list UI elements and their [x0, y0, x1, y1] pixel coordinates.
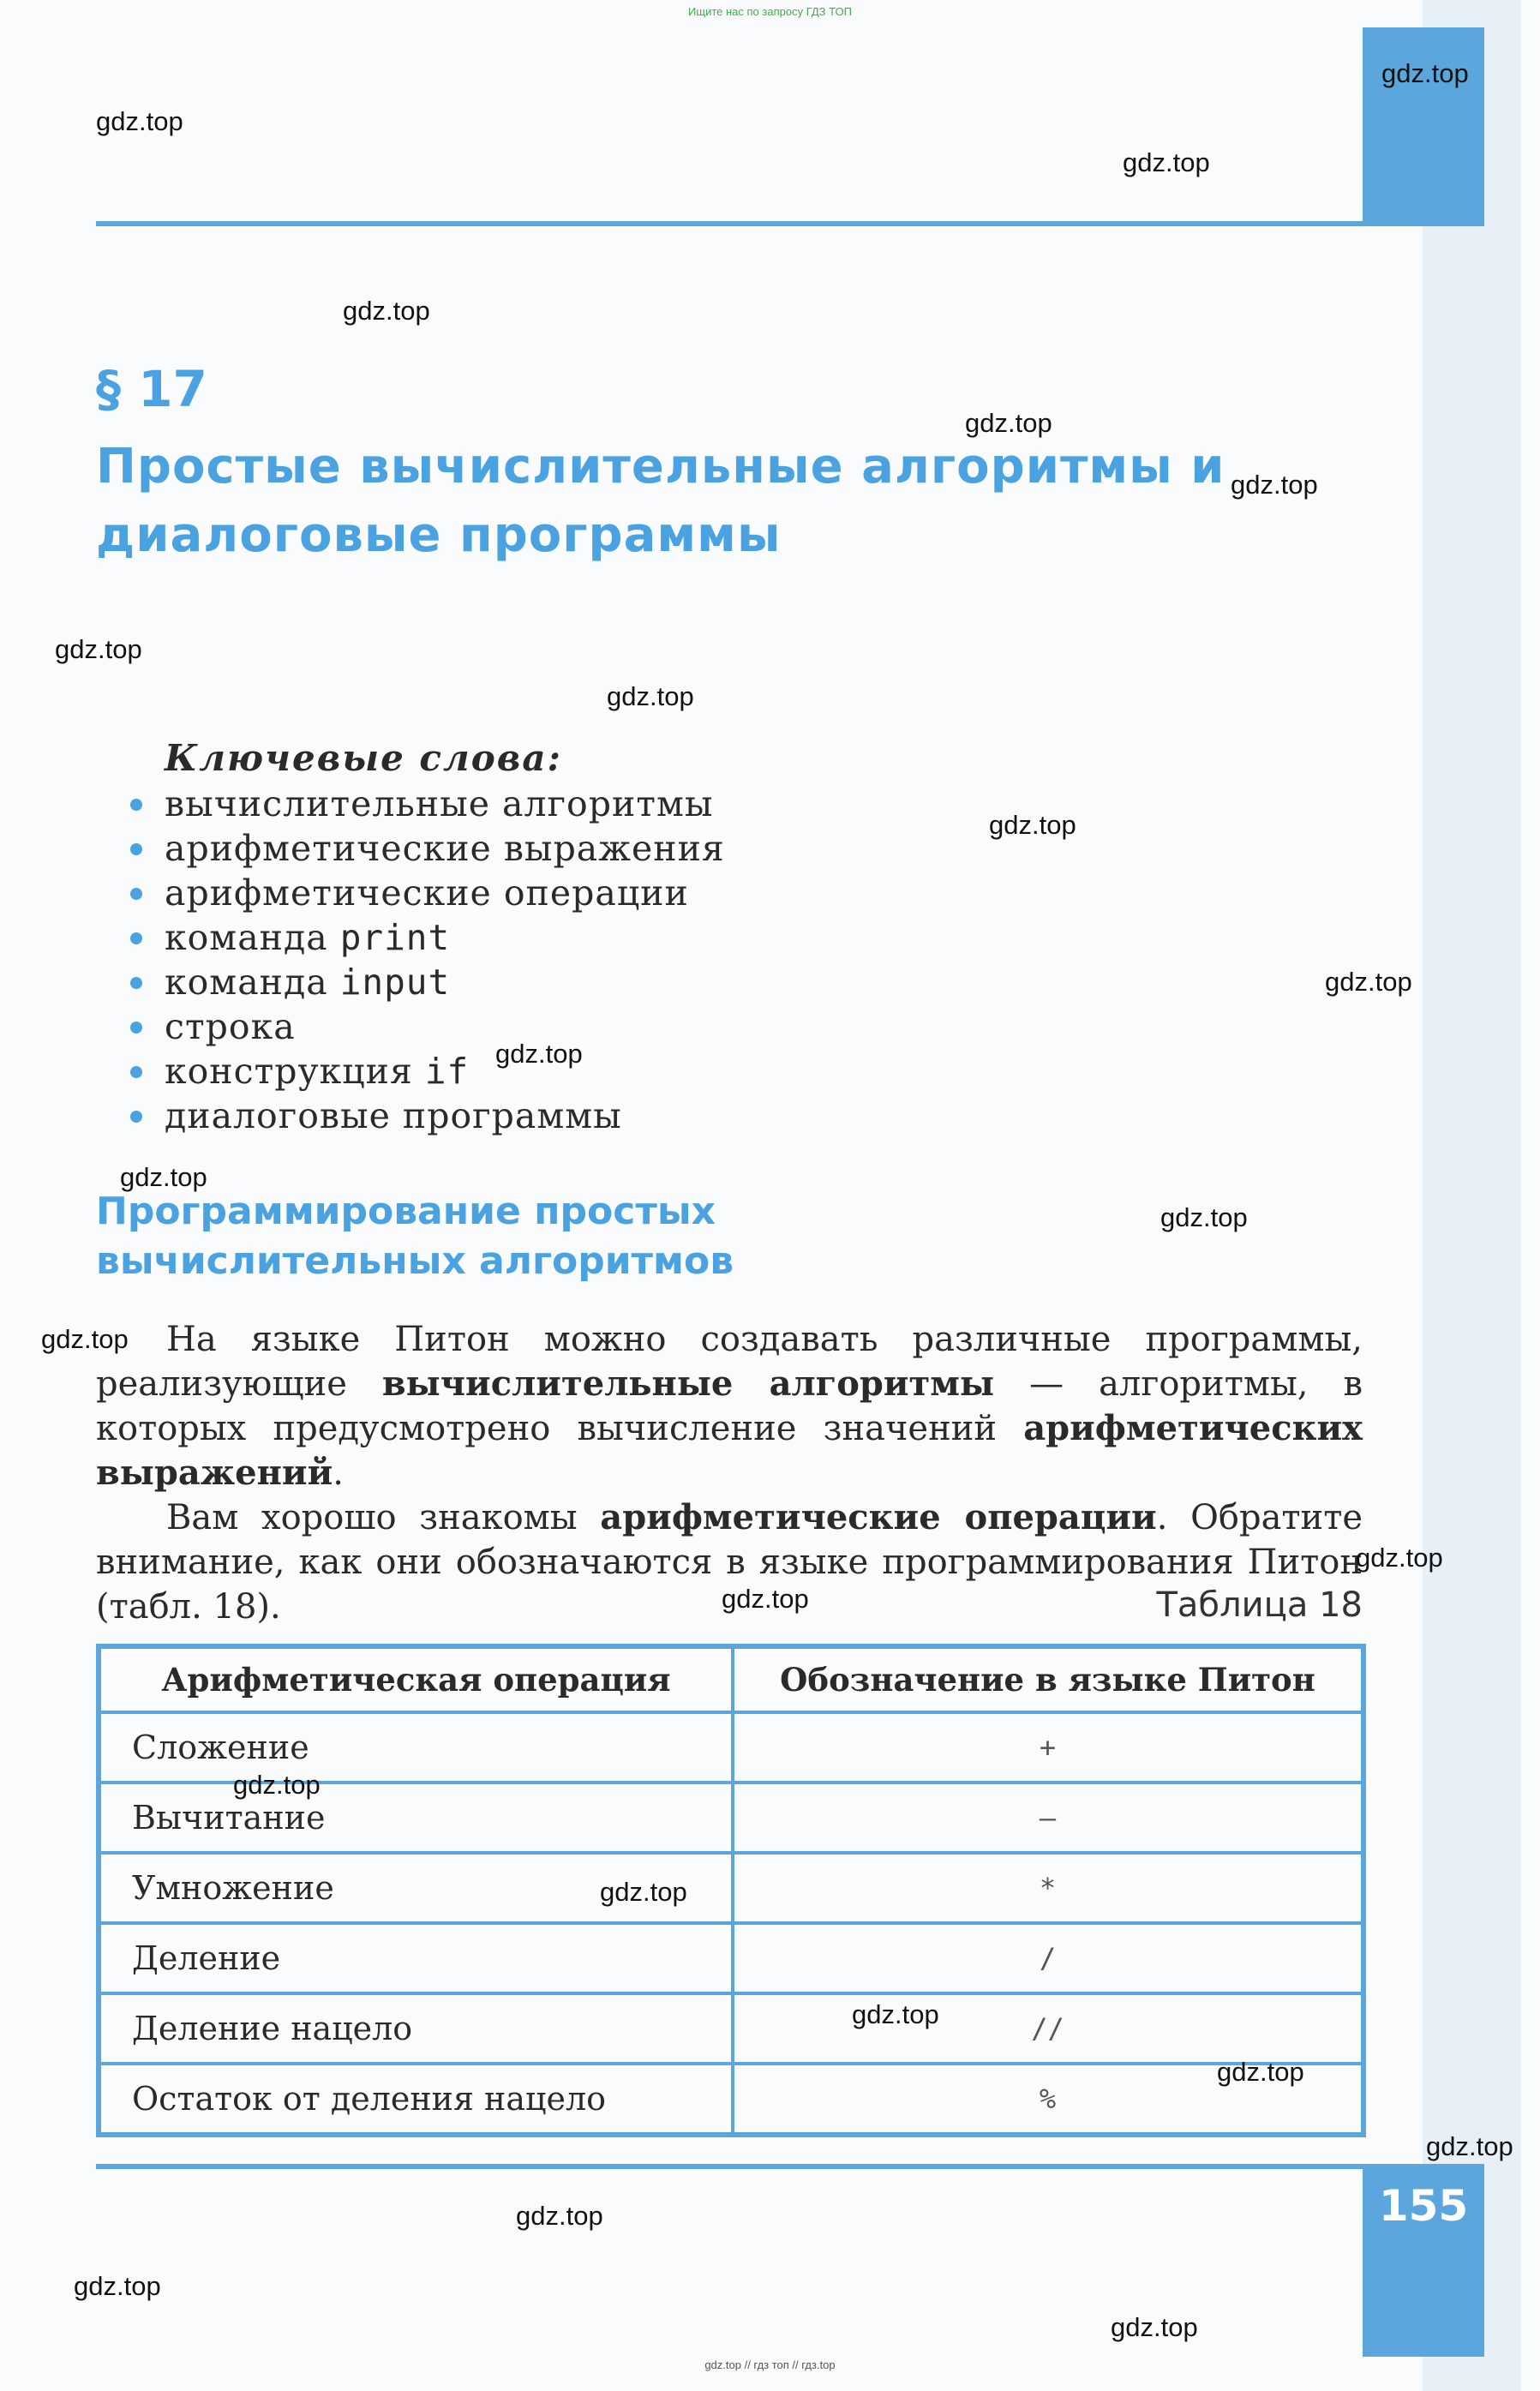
watermark: gdz.top — [96, 106, 183, 136]
bottom-banner: gdz.top // гдз топ // гдз.top — [704, 2358, 836, 2371]
keyword-text: команда — [165, 917, 340, 958]
keyword-code: print — [339, 917, 451, 958]
keyword-text: строка — [165, 1006, 296, 1047]
watermark: gdz.top — [233, 1770, 321, 1800]
bold-term: арифметические операции — [600, 1497, 1157, 1537]
text-run: Вам хорошо знакомы — [166, 1498, 601, 1537]
keyword-text: диалоговые программы — [165, 1095, 622, 1136]
watermark: gdz.top — [1381, 58, 1469, 88]
table-caption: Таблица 18 — [1156, 1585, 1363, 1625]
operation-name: Сложение — [99, 1712, 733, 1783]
watermark: gdz.top — [1231, 470, 1318, 500]
operation-symbol: – — [733, 1783, 1363, 1853]
keyword-text: конструкция — [165, 1051, 425, 1092]
paragraph — [96, 1317, 1363, 1495]
keyword-item — [130, 1094, 725, 1138]
bold-term: арифметических выражений — [96, 1408, 1363, 1493]
keyword-item — [130, 1004, 725, 1049]
watermark: gdz.top — [1325, 967, 1412, 997]
section-title: Простые вычислительные алгоритмы и диалоговые программы — [96, 439, 1225, 563]
keyword-item — [130, 871, 725, 915]
corner-tab — [1363, 27, 1484, 226]
watermark: gdz.top — [55, 634, 142, 664]
operation-symbol: * — [733, 1853, 1363, 1923]
operation-symbol: / — [733, 1923, 1363, 1993]
text-run: . — [333, 1453, 344, 1493]
keyword-item — [130, 1049, 725, 1094]
operation-name: Вычитание — [99, 1783, 733, 1853]
watermark: gdz.top — [607, 681, 694, 711]
bullet-icon — [130, 932, 142, 944]
keyword-text: вычислительные алгоритмы — [165, 783, 714, 824]
body-text — [96, 1317, 1363, 1629]
page-number: 155 — [1378, 2181, 1469, 2231]
keyword-text: арифметические выражения — [165, 828, 725, 869]
side-margin-strip — [1423, 0, 1521, 2391]
watermark: gdz.top — [965, 408, 1052, 438]
table-header-row — [99, 1646, 1363, 1712]
watermark: gdz.top — [1426, 2131, 1513, 2161]
table-header: Обозначение в языке Питон — [733, 1646, 1363, 1712]
header-rule — [96, 221, 1364, 226]
keyword-code: if — [424, 1051, 470, 1092]
watermark: gdz.top — [343, 296, 430, 326]
keyword-text: команда — [165, 962, 340, 1003]
watermark: gdz.top — [74, 2271, 161, 2301]
watermark: gdz.top — [41, 1324, 129, 1354]
bullet-icon — [130, 799, 142, 811]
watermark: gdz.top — [989, 810, 1076, 840]
table-row — [99, 1993, 1363, 2064]
footer-rule — [96, 2164, 1364, 2169]
table-header: Арифметическая операция — [99, 1646, 733, 1712]
bullet-icon — [130, 977, 142, 989]
watermark: gdz.top — [852, 1999, 939, 2029]
watermark: gdz.top — [722, 1584, 809, 1614]
watermark: gdz.top — [1160, 1202, 1248, 1232]
text-run: . Обратите внимание, как они обозначаются в языке программирования Питон (табл. 18). — [96, 1498, 1363, 1627]
text-run: — алгоритмы, в которых предусмотрено вычисление значений — [96, 1364, 1363, 1448]
operation-name: Деление — [99, 1923, 733, 1993]
table-row — [99, 1853, 1363, 1923]
bullet-icon — [130, 1022, 142, 1034]
top-banner: Ищите нас по запросу ГДЗ ТОП — [688, 5, 852, 18]
keyword-item — [130, 960, 725, 1004]
bullet-icon — [130, 1111, 142, 1123]
keyword-code: input — [339, 962, 451, 1003]
watermark: gdz.top — [495, 1039, 583, 1069]
bullet-icon — [130, 1066, 142, 1078]
watermark: gdz.top — [120, 1162, 207, 1192]
watermark: gdz.top — [600, 1877, 687, 1907]
bold-term: вычислительные алгоритмы — [381, 1363, 995, 1404]
watermark: gdz.top — [1356, 1543, 1443, 1573]
keyword-text: арифметические операции — [165, 872, 689, 914]
operation-name: Остаток от деления нацело — [99, 2064, 733, 2135]
keyword-item — [130, 782, 725, 826]
watermark: gdz.top — [1111, 2312, 1198, 2342]
subsection-heading: Программирование простых вычислительных алгоритмов — [96, 1190, 734, 1283]
operation-name: Умножение — [99, 1853, 733, 1923]
operation-symbol: + — [733, 1712, 1363, 1783]
keyword-item — [130, 826, 725, 871]
table-row — [99, 2064, 1363, 2135]
keywords-heading: Ключевые слова: — [165, 737, 563, 779]
watermark: gdz.top — [1123, 147, 1210, 177]
operation-symbol: % — [733, 2064, 1363, 2135]
text-run: На языке Питон можно создавать различные программы, реализующие — [96, 1320, 1363, 1404]
keyword-item — [130, 915, 725, 960]
watermark: gdz.top — [516, 2201, 603, 2231]
operation-name: Деление нацело — [99, 1993, 733, 2064]
watermark: gdz.top — [1217, 2057, 1304, 2087]
operation-symbol: // — [733, 1993, 1363, 2064]
operations-table — [96, 1644, 1366, 2137]
bullet-icon — [130, 843, 142, 855]
keywords-list — [130, 782, 725, 1138]
bullet-icon — [130, 888, 142, 900]
section-number: § 17 — [96, 360, 207, 418]
table-row — [99, 1923, 1363, 1993]
